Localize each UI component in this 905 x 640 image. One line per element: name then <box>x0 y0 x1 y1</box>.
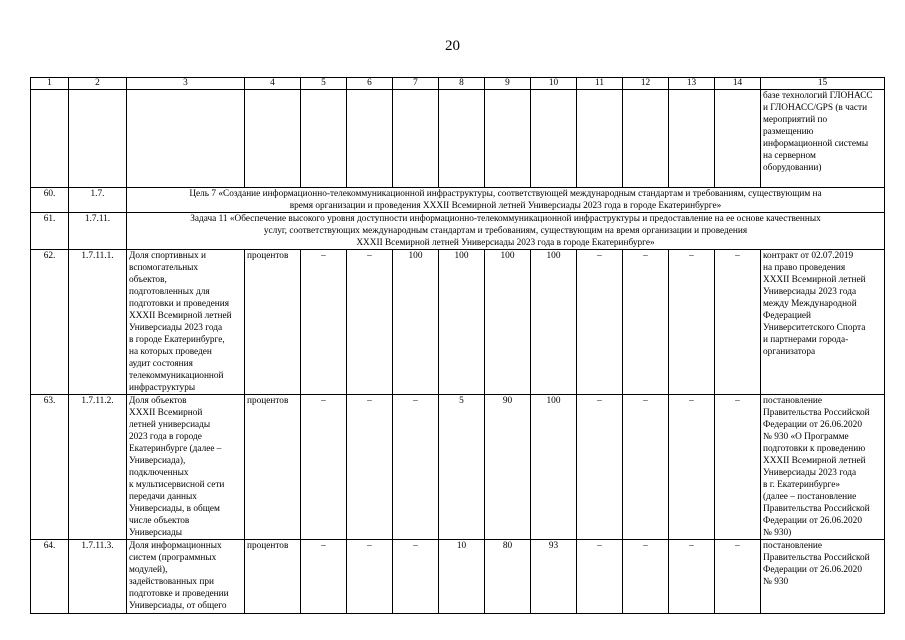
value-cell: – <box>623 540 669 614</box>
column-number-15: 15 <box>761 78 885 90</box>
column-header-row <box>31 78 885 90</box>
column-number-14: 14 <box>715 78 761 90</box>
goal-num: 60. <box>31 188 69 213</box>
task-code: 1.7.11. <box>69 213 127 250</box>
row-code: 1.7.11.1. <box>69 250 127 395</box>
indicators-table <box>30 77 885 614</box>
value-cell: 100 <box>531 250 577 395</box>
task-num: 61. <box>31 213 69 250</box>
value-cell: – <box>715 395 761 540</box>
value-cell: 100 <box>485 250 531 395</box>
value-cell: 80 <box>485 540 531 614</box>
value-cell: – <box>669 250 715 395</box>
continuation-row <box>31 90 885 188</box>
value-cell: – <box>715 540 761 614</box>
column-number-6: 6 <box>347 78 393 90</box>
indicator-row <box>31 250 885 395</box>
column-number-10: 10 <box>531 78 577 90</box>
value-cell: – <box>715 250 761 395</box>
value-cell: – <box>301 395 347 540</box>
indicator-name: Доля объектов XXXII Всемирной летней универсиады 2023 года в городе Екатеринбурге (далее – Универсиада), подключенных к мультисервисной сети передачи данных Универсиады, в общем числе объектов Универсиады <box>127 395 245 540</box>
indicator-name: Доля спортивных и вспомогательных объектов, подготовленных для подготовки и проведения XXXII Всемирной летней Универсиады 2023 года в городе Екатеринбурге, на которых проведен аудит состояния телекоммуникационной инфраструктуры <box>127 250 245 395</box>
value-cell: – <box>393 540 439 614</box>
column-number-3: 3 <box>127 78 245 90</box>
value-cell: – <box>623 395 669 540</box>
value-cell: 100 <box>439 250 485 395</box>
value-cell: – <box>577 250 623 395</box>
value-cell: – <box>669 395 715 540</box>
goal-row <box>31 188 885 213</box>
column-number-13: 13 <box>669 78 715 90</box>
column-number-11: 11 <box>577 78 623 90</box>
indicator-row <box>31 540 885 614</box>
column-number-12: 12 <box>623 78 669 90</box>
row-number: 64. <box>31 540 69 614</box>
column-number-9: 9 <box>485 78 531 90</box>
column-number-8: 8 <box>439 78 485 90</box>
row-number: 63. <box>31 395 69 540</box>
unit: процентов <box>245 395 301 540</box>
value-cell: – <box>577 395 623 540</box>
value-cell: 5 <box>439 395 485 540</box>
value-cell: 100 <box>531 395 577 540</box>
row-code: 1.7.11.2. <box>69 395 127 540</box>
continuation-source-cell: базе технологий ГЛОНАСС и ГЛОНАСС/GPS (в части мероприятий по размещению информационной системы на серверном оборудовании) <box>761 90 885 188</box>
value-cell: – <box>347 395 393 540</box>
value-cell: – <box>301 540 347 614</box>
page-number: 20 <box>445 38 460 54</box>
source-document: постановление Правительства Российской Федерации от 26.06.2020 № 930 «О Программе подготовки к проведению XXXII Всемирной летней Универсиады 2023 года в г. Екатеринбурге» (далее – постановление Правительства Российской Федерации от 26.06.2020 № 930) <box>761 395 885 540</box>
value-cell: – <box>669 540 715 614</box>
value-cell: – <box>347 540 393 614</box>
value-cell: – <box>301 250 347 395</box>
value-cell: – <box>347 250 393 395</box>
task-row <box>31 213 885 250</box>
goal-text: Цель 7 «Создание информационно-телекоммуникационной инфраструктуры, соответствующей международным стандартам и требованиям, существующим на время организации и проведения XXXII Всемирной летней Универсиады 2023 года в городе Екатеринбурге» <box>127 188 885 213</box>
task-text: Задача 11 «Обеспечение высокого уровня доступности информационно-телекоммуникационной инфраструктуры и предоставление на ее основе качественных услуг, соответствующих международным стандартам и требованиям, существующим на время организации и проведения XXXII Всемирной летней Универсиады 2023 года в городе Екатеринбурге» <box>127 213 885 250</box>
value-cell: 93 <box>531 540 577 614</box>
row-code: 1.7.11.3. <box>69 540 127 614</box>
indicator-row <box>31 395 885 540</box>
indicator-name: Доля информационных систем (программных модулей), задействованных при подготовке и проведении Универсиады, от общего <box>127 540 245 614</box>
column-number-7: 7 <box>393 78 439 90</box>
goal-code: 1.7. <box>69 188 127 213</box>
value-cell: 100 <box>393 250 439 395</box>
column-number-1: 1 <box>31 78 69 90</box>
value-cell: 10 <box>439 540 485 614</box>
value-cell: – <box>577 540 623 614</box>
source-document: постановление Правительства Российской Федерации от 26.06.2020 № 930 <box>761 540 885 614</box>
column-number-2: 2 <box>69 78 127 90</box>
value-cell: – <box>393 395 439 540</box>
value-cell: – <box>623 250 669 395</box>
value-cell: 90 <box>485 395 531 540</box>
unit: процентов <box>245 540 301 614</box>
column-number-5: 5 <box>301 78 347 90</box>
unit: процентов <box>245 250 301 395</box>
row-number: 62. <box>31 250 69 395</box>
source-document: контракт от 02.07.2019 на право проведения XXXII Всемирной летней Универсиады 2023 года между Международной Федерацией Университетского Спорта и партнерами города- организатора <box>761 250 885 395</box>
column-number-4: 4 <box>245 78 301 90</box>
